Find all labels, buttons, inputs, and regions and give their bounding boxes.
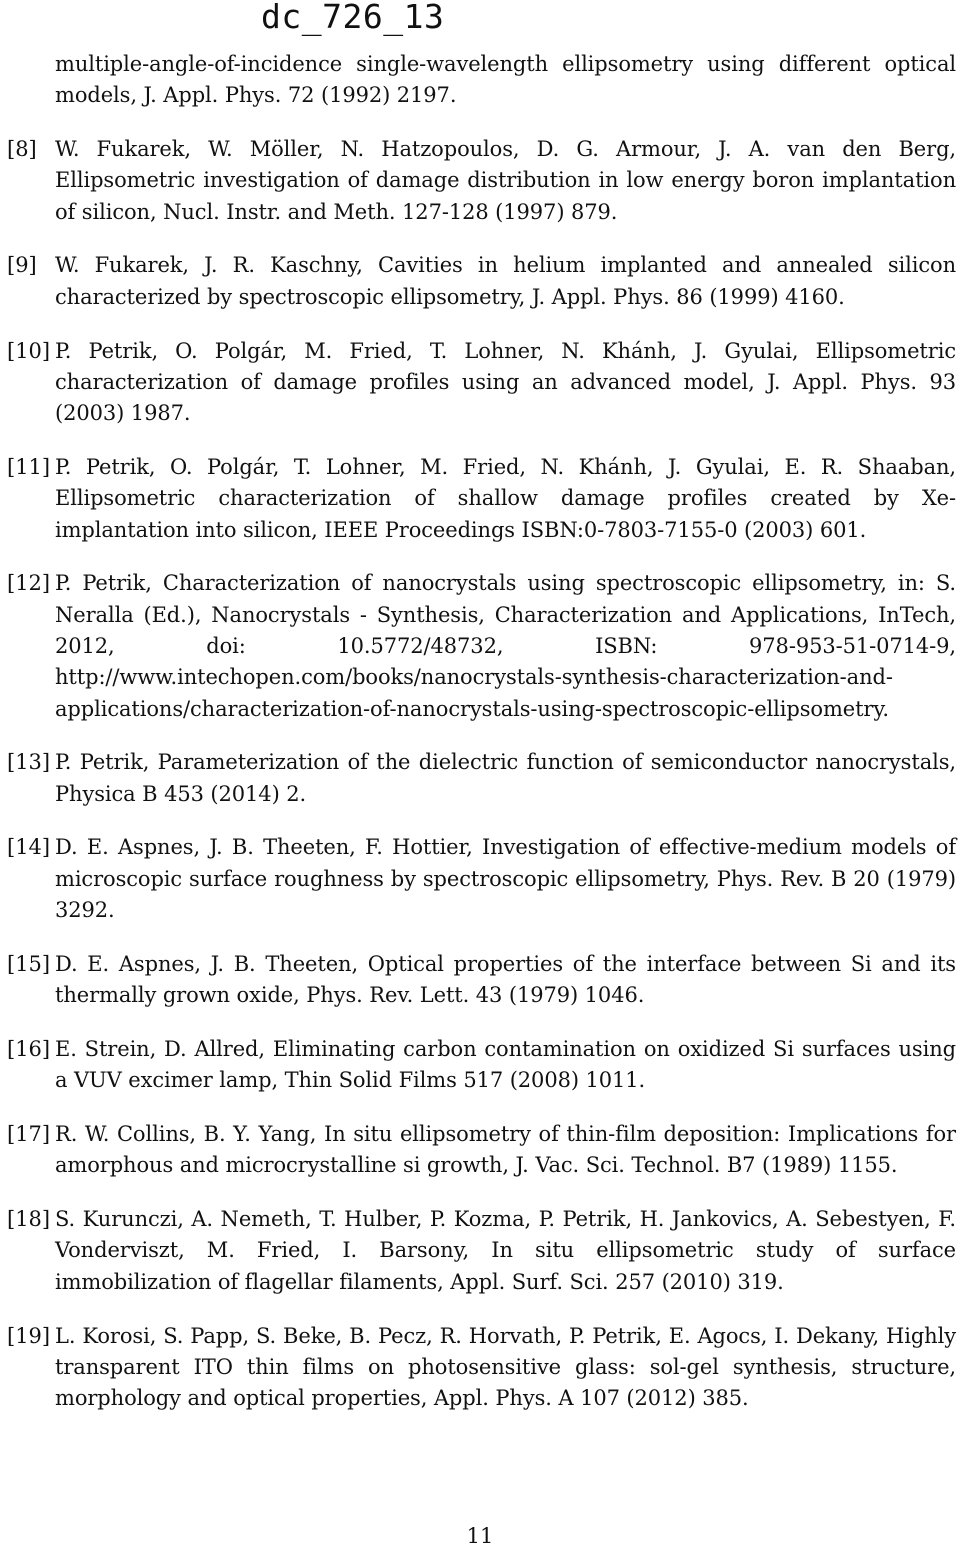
reference-number: [10] <box>7 338 51 363</box>
reference-item <box>0 949 960 1012</box>
reference-list <box>0 49 960 1437</box>
reference-number: [9] <box>7 253 37 278</box>
reference-text: multiple-angle-of-incidence single-wavelength ellipsometry using different optical models, J. Appl. Phys. 72 (1992) 2197. <box>55 52 956 108</box>
reference-text: D. E. Aspnes, J. B. Theeten, F. Hottier, Investigation of effective-medium models of microscopic surface roughness by spectroscopic ellipsometry, Phys. Rev. B 20 (1979) 3292. <box>55 835 956 923</box>
reference-text: W. Fukarek, J. R. Kaschny, Cavities in helium implanted and annealed silicon characterized by spectroscopic ellipsometry, J. Appl. Phys. 86 (1999) 4160. <box>55 253 956 309</box>
reference-number: [11] <box>7 454 51 479</box>
page-number: 11 <box>466 1524 494 1548</box>
reference-text: P. Petrik, O. Polgár, T. Lohner, M. Fried, N. Khánh, J. Gyulai, E. R. Shaaban, Ellipsometric characterization of shallow damage profiles created by Xe-implantation into silicon, IEEE Proceedings ISBN:0-7803-7155-0 (2003) 601. <box>55 454 956 542</box>
reference-item <box>0 1321 960 1415</box>
reference-item <box>0 250 960 313</box>
reference-number: [18] <box>7 1207 51 1232</box>
reference-item <box>0 1204 960 1298</box>
reference-text: E. Strein, D. Allred, Eliminating carbon contamination on oxidized Si surfaces using a VUV excimer lamp, Thin Solid Films 517 (2008) 1011. <box>55 1036 956 1093</box>
reference-text: P. Petrik, Characterization of nanocrystals using spectroscopic ellipsometry, in: S. Neralla (Ed.), Nanocrystals - Synthesis, Characterization and Applications, InTech, 2012, doi: 10.5772/48732, ISBN: 978-953-51-0714-9, http://www.intechopen.com/books/nanocrystals-synthesis-characterization-and-applications/characterization-of-nanocrystals-using-spectroscopic-ellipsometry. <box>55 571 956 721</box>
reference-item <box>0 49 960 112</box>
reference-number: [16] <box>7 1036 51 1061</box>
reference-item <box>0 452 960 546</box>
reference-item <box>0 134 960 228</box>
reference-item <box>0 336 960 430</box>
reference-text: R. W. Collins, B. Y. Yang, In situ ellipsometry of thin-film deposition: Implications for amorphous and microcrystalline si growth, J. Vac. Sci. Technol. B7 (1989) 1155. <box>55 1122 956 1178</box>
reference-item <box>0 747 960 810</box>
reference-number: [12] <box>7 571 51 596</box>
reference-number: [14] <box>7 835 51 860</box>
reference-item <box>0 832 960 926</box>
reference-text: P. Petrik, Parameterization of the dielectric function of semiconductor nanocrystals, Physica B 453 (2014) 2. <box>55 750 956 806</box>
reference-text: P. Petrik, O. Polgár, M. Fried, T. Lohner, N. Khánh, J. Gyulai, Ellipsometric characterization of damage profiles using an advanced model, J. Appl. Phys. 93 (2003) 1987. <box>55 338 956 426</box>
reference-text: S. Kurunczi, A. Nemeth, T. Hulber, P. Kozma, P. Petrik, H. Jankovics, A. Sebestyen, F. Vonderviszt, M. Fried, I. Barsony, In situ ellipsometric study of surface immobilization of flagellar filaments, Appl. Surf. Sci. 257 (2010) 319. <box>55 1207 956 1294</box>
reference-text: D. E. Aspnes, J. B. Theeten, Optical properties of the interface between Si and its thermally grown oxide, Phys. Rev. Lett. 43 (1979) 1046. <box>55 951 956 1008</box>
document-id: dc_726_13 <box>261 0 445 36</box>
reference-number: [13] <box>7 750 51 775</box>
reference-item <box>0 1119 960 1182</box>
reference-number: [19] <box>7 1323 51 1348</box>
reference-number: [8] <box>7 137 37 162</box>
reference-text: L. Korosi, S. Papp, S. Beke, B. Pecz, R. Horvath, P. Petrik, E. Agocs, I. Dekany, Highly transparent ITO thin films on photosensitive glass: sol-gel synthesis, structure, morphology and optical properties, Appl. Phys. A 107 (2012) 385. <box>55 1323 956 1411</box>
reference-number: [15] <box>7 951 51 976</box>
reference-item <box>0 1034 960 1097</box>
reference-text: W. Fukarek, W. Möller, N. Hatzopoulos, D. G. Armour, J. A. van den Berg, Ellipsometric investigation of damage distribution in low energy boron implantation of silicon, Nucl. Instr. and Meth. 127-128 (1997) 879. <box>55 137 956 224</box>
reference-item <box>0 568 960 724</box>
reference-number: [17] <box>7 1122 51 1147</box>
